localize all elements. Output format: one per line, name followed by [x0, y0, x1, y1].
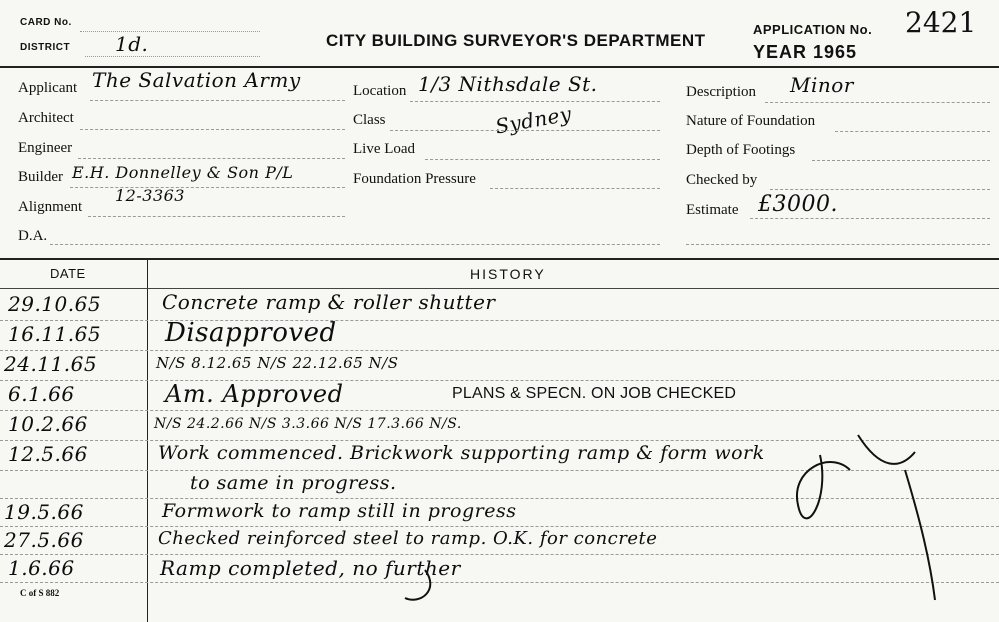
history-entry: Ramp completed, no further — [160, 556, 461, 580]
description-label: Description — [686, 84, 756, 100]
history-column-header: HISTORY — [470, 266, 546, 282]
architect-label: Architect — [18, 110, 74, 126]
history-date: 19.5.66 — [4, 500, 84, 524]
history-date: 1.6.66 — [8, 556, 75, 580]
depth-of-footings-label: Depth of Footings — [686, 142, 796, 158]
da-label: D.A. — [18, 228, 48, 244]
builder-value: E.H. Donnelley & Son P/L — [72, 163, 294, 182]
date-column-header: DATE — [50, 266, 86, 281]
history-date: 24.11.65 — [4, 352, 98, 376]
builder-label: Builder — [18, 169, 63, 185]
applicant-value: The Salvation Army — [92, 68, 301, 92]
checked-by-label: Checked by — [686, 172, 758, 188]
history-entry: Am. Approved — [165, 380, 344, 408]
estimate-label: Estimate — [686, 202, 739, 218]
district-value: 1d. — [115, 32, 149, 56]
card-no-label: CARD No. — [20, 17, 72, 28]
history-date: 27.5.66 — [4, 528, 84, 552]
nature-of-foundation-label: Nature of Foundation — [686, 113, 816, 129]
foundation-pressure-label: Foundation Pressure — [353, 171, 476, 187]
history-date: 16.11.65 — [8, 322, 102, 346]
history-date: 6.1.66 — [8, 382, 75, 406]
applicant-label: Applicant — [18, 80, 78, 96]
application-number: 2421 — [905, 6, 977, 39]
alignment-label: Alignment — [18, 199, 83, 215]
form-code: C of S 882 — [20, 588, 60, 598]
history-entry: Checked reinforced steel to ramp. O.K. for concrete — [158, 528, 658, 549]
estimate-value: £3000. — [758, 192, 838, 217]
location-value: 1/3 Nithsdale St. — [418, 72, 598, 96]
checked-stamp: PLANS & SPECN. ON JOB CHECKED — [452, 385, 737, 402]
description-value: Minor — [790, 73, 854, 97]
history-entry: Work commenced. Brickwork supporting ramp & form work — [158, 442, 765, 464]
district-label: DISTRICT — [20, 42, 71, 53]
history-entry: N/S 24.2.66 N/S 3.3.66 N/S 17.3.66 N/S. — [154, 416, 462, 432]
engineer-label: Engineer — [18, 140, 73, 156]
history-date: 10.2.66 — [8, 412, 88, 436]
class-label: Class — [353, 112, 386, 128]
history-entry: to same in progress. — [190, 472, 397, 494]
class-value: Sydney — [493, 101, 574, 139]
location-label: Location — [353, 83, 407, 99]
application-label: APPLICATION No. — [753, 22, 873, 37]
live-load-label: Live Load — [353, 141, 416, 157]
history-entry: Concrete ramp & roller shutter — [162, 290, 496, 314]
history-date: 29.10.65 — [8, 292, 102, 316]
history-date: 12.5.66 — [8, 442, 88, 466]
year-label: YEAR 1965 — [753, 42, 858, 62]
department-title: CITY BUILDING SURVEYOR'S DEPARTMENT — [326, 31, 706, 50]
history-entry: Disapproved — [165, 318, 337, 348]
history-entry: Formwork to ramp still in progress — [162, 500, 517, 522]
builder-phone: 12-3363 — [115, 186, 185, 205]
history-entry: N/S 8.12.65 N/S 22.12.65 N/S — [156, 354, 399, 372]
